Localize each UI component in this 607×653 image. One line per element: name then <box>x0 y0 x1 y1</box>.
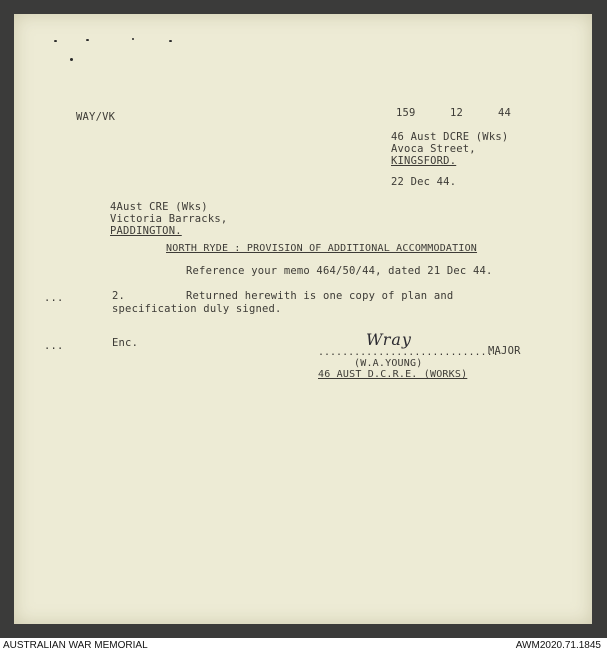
date: 22 Dec 44. <box>391 176 457 188</box>
signature-dotted-line: .............................. <box>318 347 499 358</box>
to-line2: Victoria Barracks, <box>110 213 228 225</box>
signer-unit: 46 AUST D.C.R.E. (WORKS) <box>318 369 468 380</box>
signer-name: (W.A.YOUNG) <box>354 358 423 369</box>
from-line2: Avoca Street, <box>391 143 476 155</box>
ref-left: WAY/VK <box>76 111 116 123</box>
subject-line: NORTH RYDE : PROVISION OF ADDITIONAL ACCOMMODATION <box>166 243 478 254</box>
paragraph-line2: specification duly signed. <box>112 303 282 315</box>
enclosure-label: Enc. <box>112 337 139 349</box>
file-no-a: 159 <box>396 107 416 119</box>
document-page <box>14 14 592 624</box>
handwritten-signature: Wray <box>366 330 412 349</box>
ink-speck <box>169 40 172 42</box>
file-no-b: 12 <box>450 107 464 119</box>
archive-caption: AUSTRALIAN WAR MEMORIAL <box>3 640 148 651</box>
to-line3: PADDINGTON. <box>110 225 182 237</box>
accession-number: AWM2020.71.1845 <box>515 640 601 651</box>
ink-speck <box>70 58 73 61</box>
margin-dots: ... <box>44 292 64 304</box>
paragraph-line1: Returned herewith is one copy of plan and <box>186 290 454 302</box>
ink-speck <box>54 40 57 42</box>
to-line1: 4Aust CRE (Wks) <box>110 201 208 213</box>
rank: MAJOR <box>488 345 521 357</box>
paragraph-number: 2. <box>112 290 126 302</box>
ink-speck <box>86 39 89 41</box>
from-line1: 46 Aust DCRE (Wks) <box>391 131 509 143</box>
reference-line: Reference your memo 464/50/44, dated 21 Dec 44. <box>186 265 493 277</box>
margin-dots: ... <box>44 340 64 352</box>
from-line3: KINGSFORD. <box>391 155 457 167</box>
file-no-c: 44 <box>498 107 512 119</box>
ink-speck <box>132 38 134 40</box>
